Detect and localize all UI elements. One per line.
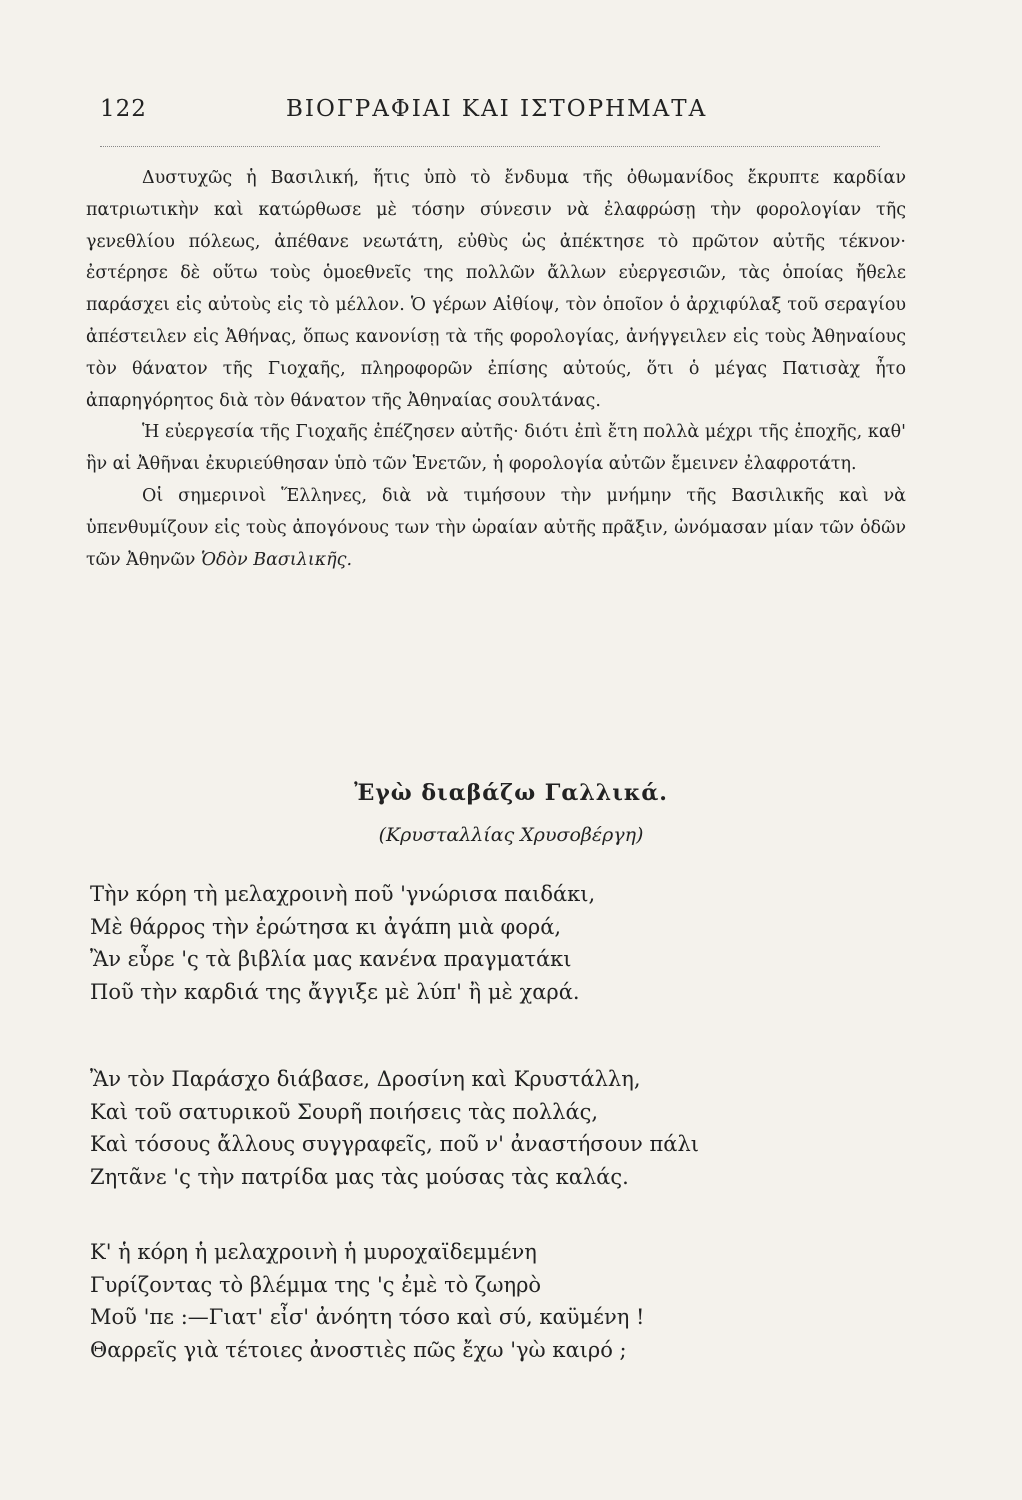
page-number: 122 [100,96,147,122]
poem-line: Μὲ θάρρος τὴν ἐρώτησα κι ἀγάπη μιὰ φορά, [90,914,562,939]
prose-text: Οἱ σημερινοὶ Ἕλληνες, διὰ νὰ τιμήσουν τὴν μνήμην τῆς Βασιλικῆς καὶ νὰ ὑπενθυμίζουν εἰς τοὺς ἀπογόνους των τὴν ὡραίαν αὐτῆς πρᾶξιν, ὠνόμασαν μίαν τῶν ὁδῶν τῶν Ἀθηνῶν [86,485,906,570]
prose-section [86,163,906,576]
street-name: Ὁδὸν Βασιλικῆς. [200,549,353,570]
poem-line: Θαρρεῖς γιὰ τέτοιες ἀνοστιὲς πῶς ἔχω 'γὼ καιρό ; [90,1337,627,1362]
poem-line: Ζητᾶνε 'ς τὴν πατρίδα μας τὰς μούσας τὰς καλάς. [90,1164,629,1189]
poem-line: Τὴν κόρη τὴ μελαχροινὴ ποῦ 'γνώρισα παιδάκι, [90,882,596,906]
poem-stanza [90,878,890,1008]
prose-paragraph [86,481,906,576]
poem-line: Γυρίζοντας τὸ βλέμμα της 'ς ἐμὲ τὸ ζωηρὸ [90,1272,542,1297]
poem-line: Ἂν τὸν Παράσχο διάβασε, Δροσίνη καὶ Κρυστάλλη, [90,1067,641,1091]
poem-author: (Κρυσταλλίας Χρυσοβέργη) [378,824,644,846]
running-head: ΒΙΟΓΡΑΦΙΑΙ ΚΑΙ ΙΣΤΟΡΗΜΑΤΑ [286,96,708,122]
header-rule [100,146,880,147]
poem-line: Μοῦ 'πε :—Γιατ' εἶσ' ἀνόητη τόσο καὶ σύ, καϋμένη ! [90,1305,645,1329]
poem-line: Καὶ τοῦ σατυρικοῦ Σουρῆ ποιήσεις τὰς πολλάς, [90,1099,599,1124]
poem-line: Ἂν εὗρε 'ς τὰ βιβλία μας κανένα πραγματάκι [90,947,572,971]
poem-stanza [90,1236,890,1366]
poem-line: Κ' ἡ κόρη ἡ μελαχροινὴ ἡ μυροχαϊδεμμένη [90,1240,537,1264]
poem-line: Ποῦ τὴν καρδιά της ἄγγιξε μὲ λύπ' ἢ μὲ χαρά. [90,979,580,1004]
poem-title: Ἐγὼ διαβάζω Γαλλικά. [354,780,668,806]
poem-stanza [90,1063,890,1193]
prose-paragraph: Δυστυχῶς ἡ Βασιλική, ἥτις ὑπὸ τὸ ἔνδυμα τῆς ὀθωμανίδος ἔκρυπτε καρδίαν πατριωτικὴν καὶ κατώρθωσε μὲ τόσην σύνεσιν νὰ ἐλαφρώσῃ τὴν φορολογίαν τῆς γενεθλίου πόλεως, ἀπέθανε νεωτάτη, εὐθὺς ὡς ἀπέκτησε τὸ πρῶτον αὐτῆς τέκνον· ἐστέρησε δὲ οὕτω τοὺς ὁμοεθνεῖς της πολλῶν ἄλλων εὐεργεσιῶν, τὰς ὁποίας ἤθελε παράσχει εἰς αὐτοὺς εἰς τὸ μέλλον. Ὁ γέρων Αἰθίοψ, τὸν ὁποῖον ὁ ἀρχιφύλαξ τοῦ σεραγίου ἀπέστειλεν εἰς Ἀθήνας, ὅπως κανονίσῃ τὰ τῆς φορολογίας, ἀνήγγειλεν εἰς τοὺς Ἀθηναίους τὸν θάνατον τῆς Γιοχαῆς, πληροφορῶν ἐπίσης αὐτούς, ὅτι ὁ μέγας Πατισὰχ ἦτο ἀπαρηγόρητος διὰ τὸν θάνατον τῆς Ἀθηναίας σουλτάνας. [86,168,906,411]
poem-line: Καὶ τόσους ἄλλους συγγραφεῖς, ποῦ ν' ἀναστήσουν πάλι [90,1132,699,1156]
prose-paragraph: Ἡ εὐεργεσία τῆς Γιοχαῆς ἐπέζησεν αὐτῆς· διότι ἐπὶ ἔτη πολλὰ μέχρι τῆς ἐποχῆς, καθ' ἣν αἱ Ἀθῆναι ἐκυριεύθησαν ὑπὸ τῶν Ἑνετῶν, ἡ φορολογία αὐτῶν ἔμεινεν ἐλαφροτάτη. [86,422,906,475]
